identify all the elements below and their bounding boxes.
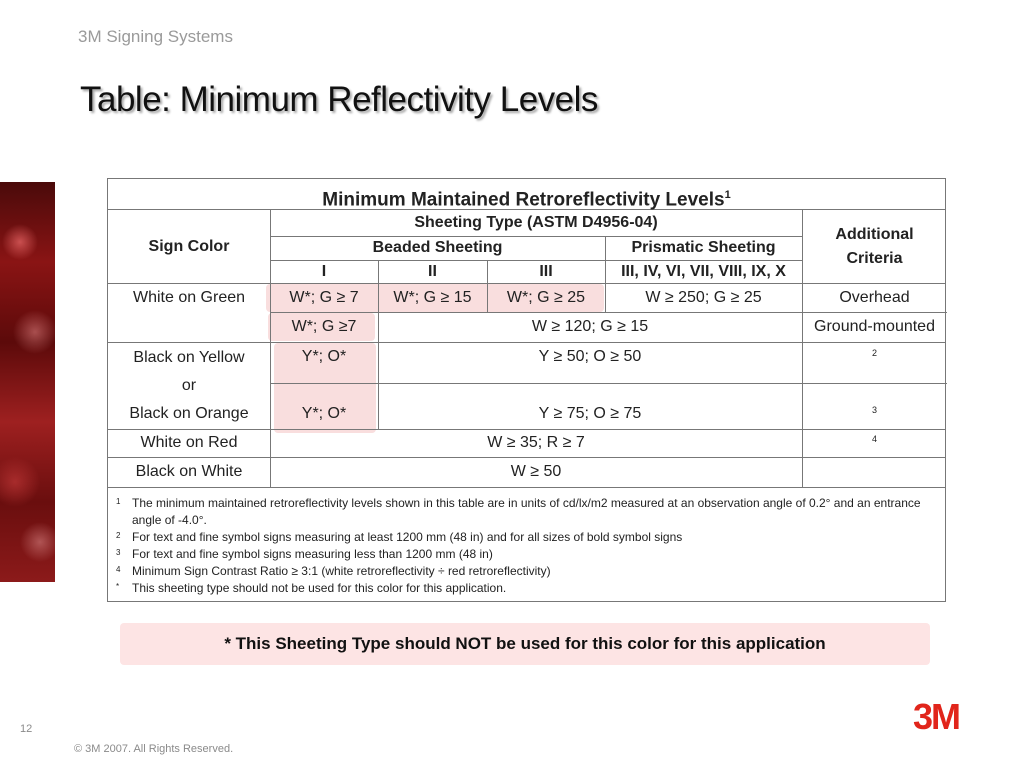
col-prismatic-types: III, IV, VI, VII, VIII, IX, X	[621, 262, 786, 280]
col-prismatic: Prismatic Sheeting	[631, 239, 776, 256]
boo-I: Y*; O*	[301, 405, 347, 422]
brand-name: 3M Signing Systems	[78, 27, 233, 46]
wog-I: W*; G ≥ 7	[289, 288, 359, 306]
boy-I: Y*; O*	[301, 348, 347, 365]
col-III: III	[539, 262, 553, 280]
boy-rest: Y ≥ 50; O ≥ 50	[538, 348, 642, 365]
col-I: I	[321, 262, 327, 280]
footnote: 2 For text and fine symbol signs measuring at least 1200 mm (48 in) and for all sizes of bold symbol signs	[116, 530, 683, 544]
row-black-on-yellow: Black on Yellow	[133, 349, 245, 366]
footnote: 3 For text and fine symbol signs measuring less than 1200 mm (48 in)	[116, 547, 493, 561]
boy-note: 2	[871, 348, 877, 358]
row-black-on-white: Black on White	[135, 463, 243, 480]
table-heading-note: 1	[724, 189, 731, 201]
table-footnotes	[108, 488, 945, 597]
row-or: or	[181, 377, 197, 394]
col-II: II	[428, 262, 437, 280]
bow-value: W ≥ 50	[510, 463, 562, 480]
col-sheeting-type: Sheeting Type (ASTM D4956-04)	[414, 214, 658, 231]
col-sign-color: Sign Color	[148, 237, 230, 255]
wog-prismatic: W ≥ 250; G ≥ 25	[645, 288, 762, 306]
wog-II: W*; G ≥ 15	[393, 288, 472, 306]
footnote: 1 The minimum maintained retroreflectivity levels shown in this table are in units of cd/lx/m2 measured at an observation angle of 0.2° and an entrance angle of -4.0°.	[116, 496, 921, 527]
wog-criteria: Overhead	[839, 288, 910, 306]
copyright: © 3M 2007. All Rights Reserved.	[74, 743, 234, 755]
decorative-side-image	[0, 182, 55, 582]
col-additional-text: Additional Criteria	[835, 225, 914, 267]
table-heading-text: Minimum Maintained Retroreflectivity Levels	[322, 189, 725, 211]
footnote: 4 Minimum Sign Contrast Ratio ≥ 3:1 (white retroreflectivity ÷ red retroreflectivity)	[116, 564, 551, 578]
warning-banner: * This Sheeting Type should NOT be used for this color for this application	[120, 623, 930, 665]
boo-rest: Y ≥ 75; O ≥ 75	[538, 405, 642, 422]
footnote: * This sheeting type should not be used for this color for this application.	[116, 581, 507, 595]
wor-note: 4	[871, 434, 877, 444]
boo-note: 3	[871, 405, 877, 415]
row-white-on-green: White on Green	[132, 288, 246, 306]
row-white-on-red: White on Red	[140, 434, 238, 451]
col-beaded: Beaded Sheeting	[372, 239, 503, 256]
wor-value: W ≥ 35; R ≥ 7	[487, 434, 585, 451]
page-title: Table: Minimum Reflectivity Levels	[80, 80, 598, 119]
table-heading	[108, 179, 945, 210]
wog-III: W*; G ≥ 25	[506, 288, 586, 306]
page-number: 12	[20, 723, 33, 735]
wog2-rest: W ≥ 120; G ≥ 15	[531, 318, 649, 335]
wog2-criteria: Ground-mounted	[814, 318, 935, 335]
wog2-I: W*; G ≥7	[291, 318, 357, 335]
row-black-on-orange: Black on Orange	[129, 405, 249, 422]
reflectivity-table	[107, 178, 946, 602]
3m-logo: 3M	[913, 696, 960, 737]
col-additional	[802, 210, 947, 283]
